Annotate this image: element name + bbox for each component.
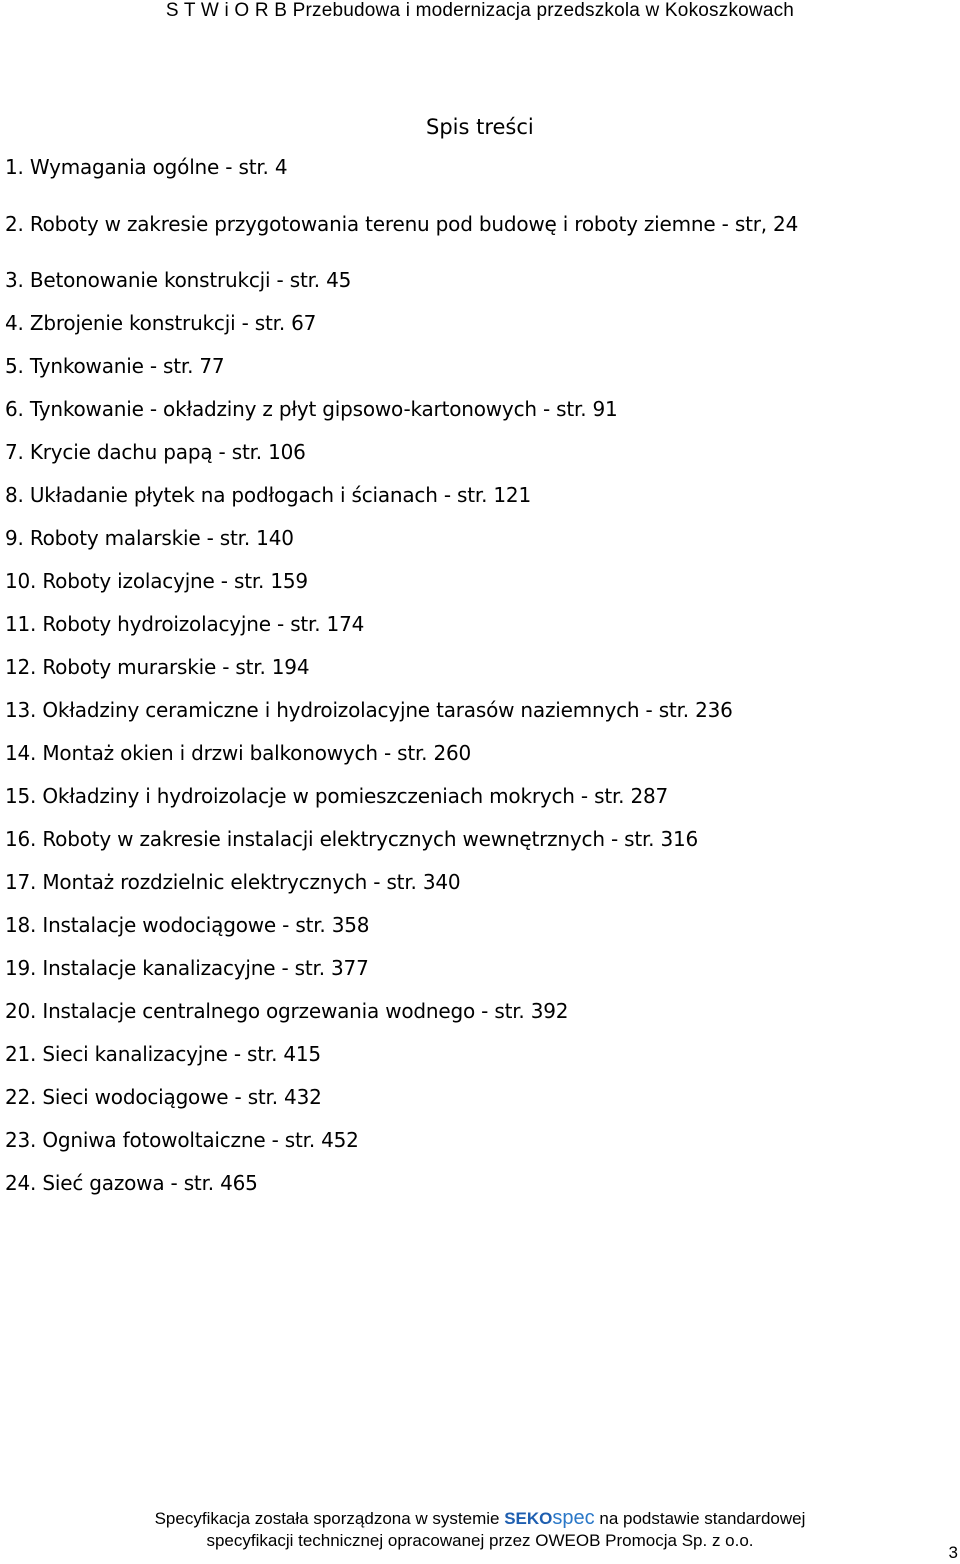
- sekospec-brand-spec: spec: [552, 1507, 595, 1529]
- toc-item: 24. Sieć gazowa - str. 465: [5, 1171, 258, 1195]
- footer-line-1: [0, 1507, 960, 1530]
- footer-text-before: Specyfikacja została sporządzona w systemie: [154, 1509, 505, 1528]
- toc-item: 13. Okładziny ceramiczne i hydroizolacyjne tarasów naziemnych - str. 236: [5, 698, 733, 722]
- sekospec-brand-seko: SEKO: [504, 1509, 553, 1528]
- toc-item: 3. Betonowanie konstrukcji - str. 45: [5, 268, 352, 292]
- page-number: 3: [948, 1543, 958, 1562]
- toc-item: 21. Sieci kanalizacyjne - str. 415: [5, 1042, 321, 1066]
- toc-item: 14. Montaż okien i drzwi balkonowych - str. 260: [5, 741, 472, 765]
- toc-item: 23. Ogniwa fotowoltaiczne - str. 452: [5, 1128, 359, 1152]
- page-header: S T W i O R B Przebudowa i modernizacja przedszkola w Kokoszkowach: [165, 0, 795, 21]
- toc-item: 1. Wymagania ogólne - str. 4: [5, 155, 288, 179]
- toc-item: 19. Instalacje kanalizacyjne - str. 377: [5, 956, 369, 980]
- toc-item: 18. Instalacje wodociągowe - str. 358: [5, 913, 370, 937]
- toc-item: 2. Roboty w zakresie przygotowania terenu pod budowę i roboty ziemne - str, 24: [5, 212, 799, 236]
- toc-item: 12. Roboty murarskie - str. 194: [5, 655, 310, 679]
- toc-item: 10. Roboty izolacyjne - str. 159: [5, 569, 308, 593]
- toc-item: 17. Montaż rozdzielnic elektrycznych - str. 340: [5, 870, 461, 894]
- toc-item: 6. Tynkowanie - okładziny z płyt gipsowo-kartonowych - str. 91: [5, 397, 618, 421]
- toc-item: 9. Roboty malarskie - str. 140: [5, 526, 294, 550]
- toc-item: 8. Układanie płytek na podłogach i ścianach - str. 121: [5, 483, 531, 507]
- toc-item: 4. Zbrojenie konstrukcji - str. 67: [5, 311, 317, 335]
- toc-title: Spis treści: [426, 115, 534, 139]
- toc-item: 15. Okładziny i hydroizolacje w pomieszczeniach mokrych - str. 287: [5, 784, 669, 808]
- toc-item: 22. Sieci wodociągowe - str. 432: [5, 1085, 322, 1109]
- footer-line-2: specyfikacji technicznej opracowanej przez OWEOB Promocja Sp. z o.o.: [206, 1531, 754, 1550]
- toc-item: 5. Tynkowanie - str. 77: [5, 354, 225, 378]
- toc-item: 20. Instalacje centralnego ogrzewania wodnego - str. 392: [5, 999, 569, 1023]
- toc-item: 11. Roboty hydroizolacyjne - str. 174: [5, 612, 365, 636]
- toc-item: 16. Roboty w zakresie instalacji elektrycznych wewnętrznych - str. 316: [5, 827, 699, 851]
- footer-text-after: na podstawie standardowej: [594, 1509, 806, 1528]
- toc-item: 7. Krycie dachu papą - str. 106: [5, 440, 306, 464]
